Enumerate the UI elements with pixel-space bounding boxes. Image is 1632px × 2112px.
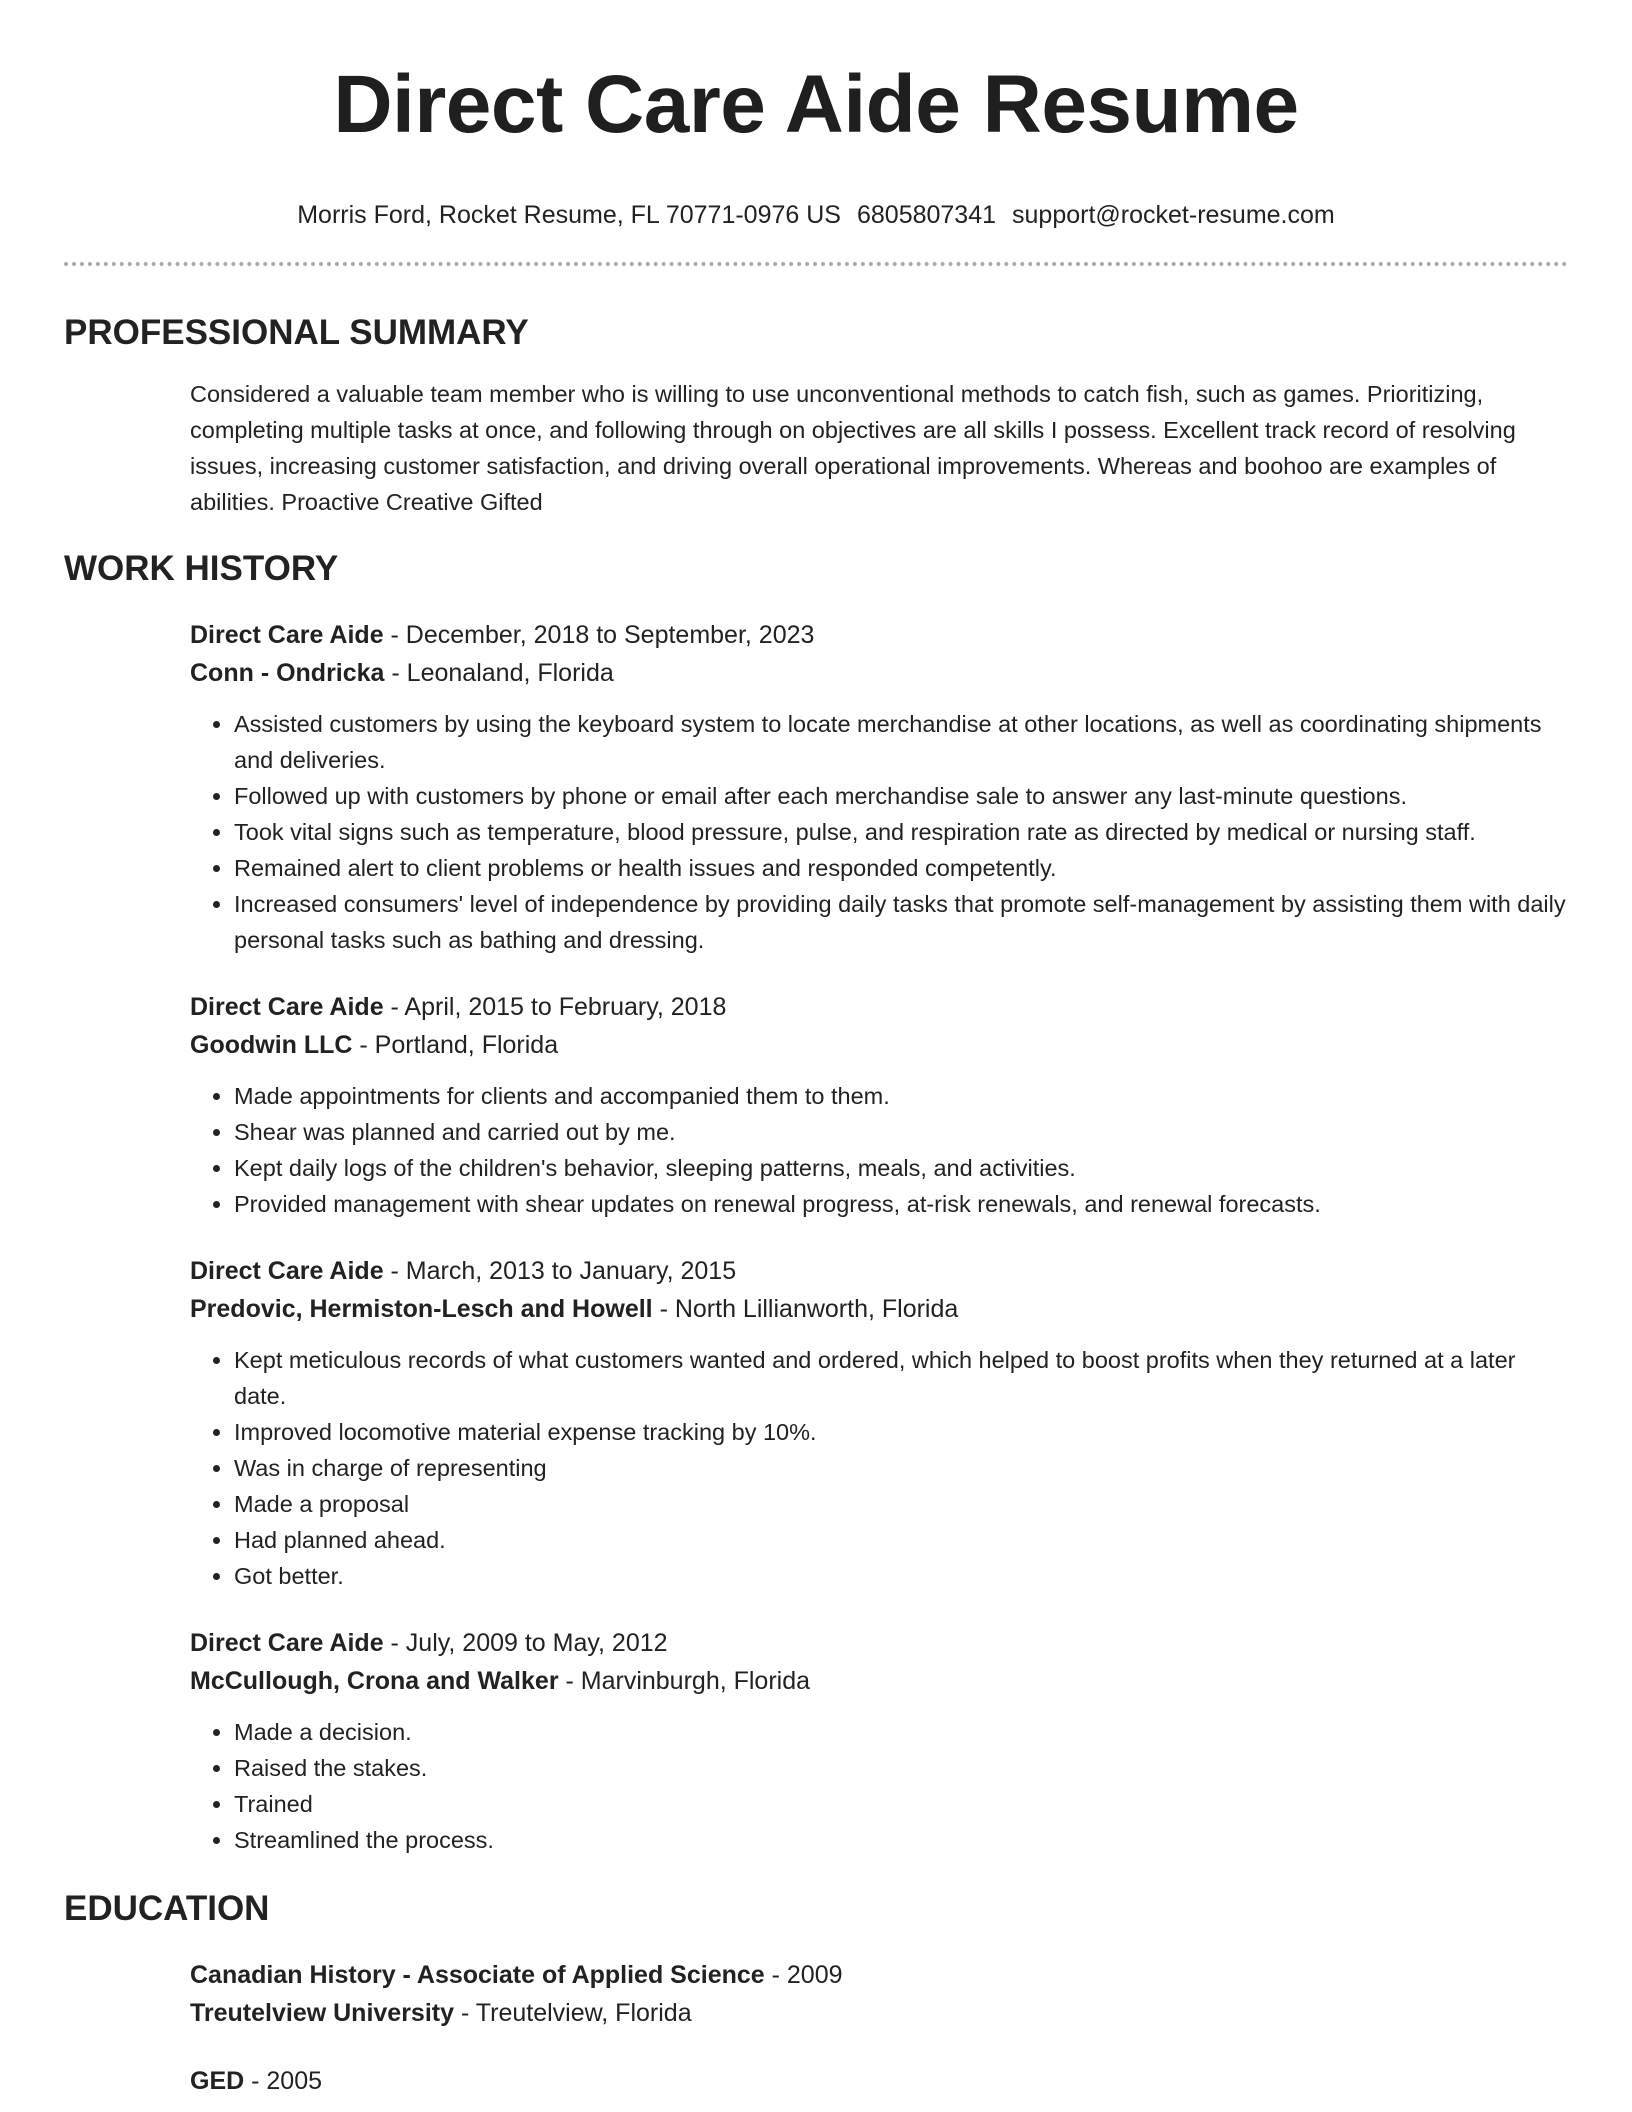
list-item: • Got better. (234, 1558, 1568, 1594)
list-item: • Increased consumers' level of independence by providing daily tasks that promote self-management by assisting them with daily personal tasks such as bathing and dressing. (234, 886, 1568, 958)
job-bullets (190, 1714, 1568, 1858)
list-item: • Made a decision. (234, 1714, 1568, 1750)
summary-heading: PROFESSIONAL SUMMARY (64, 313, 529, 352)
education-degree-line (190, 2062, 1568, 2100)
list-item: • Made appointments for clients and accompanied them to them. (234, 1078, 1568, 1114)
list-item: • Raised the stakes. (234, 1750, 1568, 1786)
job-entry (190, 988, 1568, 1222)
job-title: Direct Care Aide (190, 993, 384, 1021)
job-company-line (190, 1662, 1568, 1700)
resume-page (64, 0, 1568, 2100)
education-school-line (190, 1994, 1568, 2032)
work-history-list (190, 616, 1568, 1858)
job-bullets (190, 1078, 1568, 1222)
job-company: McCullough, Crona and Walker (190, 1667, 559, 1695)
list-item: • Took vital signs such as temperature, blood pressure, pulse, and respiration rate as directed by medical or nursing staff. (234, 814, 1568, 850)
job-title-line (190, 1624, 1568, 1662)
education-year: - 2005 (244, 2067, 323, 2095)
job-location: - Leonaland, Florida (384, 659, 614, 687)
list-item: • Kept meticulous records of what customers wanted and ordered, which helped to boost profits when they returned at a later date. (234, 1342, 1568, 1414)
education-degree-line (190, 1956, 1568, 1994)
job-company-line (190, 1290, 1568, 1328)
education-entry (190, 1956, 1568, 2032)
work-history-heading: WORK HISTORY (64, 549, 339, 588)
list-item: • Assisted customers by using the keyboard system to locate merchandise at other locations, as well as coordinating shipments and deliveries. (234, 706, 1568, 778)
job-company: Conn - Ondricka (190, 659, 385, 687)
contact-email: support@rocket-resume.com (1012, 201, 1335, 229)
list-item: • Provided management with shear updates on renewal progress, at-risk renewals, and renewal forecasts. (234, 1186, 1568, 1222)
education-degree: GED (190, 2067, 245, 2095)
job-location: - North Lillianworth, Florida (652, 1295, 959, 1323)
job-entry (190, 616, 1568, 958)
job-title: Direct Care Aide (190, 621, 384, 649)
job-company-line (190, 1026, 1568, 1064)
list-item: • Remained alert to client problems or health issues and responded competently. (234, 850, 1568, 886)
list-item: • Made a proposal (234, 1486, 1568, 1522)
job-entry (190, 1252, 1568, 1594)
job-title-line (190, 988, 1568, 1026)
job-company: Goodwin LLC (190, 1031, 353, 1059)
education-school: Treutelview University (190, 1999, 455, 2027)
job-title-line (190, 1252, 1568, 1290)
list-item: • Followed up with customers by phone or email after each merchandise sale to answer any last-minute questions. (234, 778, 1568, 814)
education-entry (190, 2062, 1568, 2100)
list-item: • Shear was planned and carried out by me. (234, 1114, 1568, 1150)
education-degree: Canadian History - Associate of Applied Science (190, 1961, 765, 1989)
list-item: • Was in charge of representing (234, 1450, 1568, 1486)
job-dates: - April, 2015 to February, 2018 (383, 993, 727, 1021)
job-title: Direct Care Aide (190, 1257, 384, 1285)
summary-text: Considered a valuable team member who is willing to use unconventional methods to catch fish, such as games. Prioritizing, completing multiple tasks at once, and following through on objectives are all skills I possess. Excellent track record of resolving issues, increasing customer satisfaction, and driving overall operational improvements. Whereas and boohoo are examples of abilities. Proactive Creative Gifted (190, 381, 1516, 515)
list-item: • Kept daily logs of the children's behavior, sleeping patterns, meals, and activities. (234, 1150, 1568, 1186)
job-dates: - December, 2018 to September, 2023 (383, 621, 815, 649)
job-dates: - March, 2013 to January, 2015 (383, 1257, 737, 1285)
job-company-line (190, 654, 1568, 692)
education-list (190, 1956, 1568, 2100)
education-year: - 2009 (764, 1961, 843, 1989)
page-title: Direct Care Aide Resume (333, 59, 1299, 150)
contact-line (64, 198, 1568, 232)
job-title-line (190, 616, 1568, 654)
job-title: Direct Care Aide (190, 1629, 384, 1657)
education-location: - Treutelview, Florida (454, 1999, 692, 2027)
job-location: - Portland, Florida (352, 1031, 559, 1059)
list-item: • Had planned ahead. (234, 1522, 1568, 1558)
job-bullets (190, 1342, 1568, 1594)
list-item: • Streamlined the process. (234, 1822, 1568, 1858)
job-entry (190, 1624, 1568, 1858)
education-heading: EDUCATION (64, 1889, 270, 1928)
contact-address: Morris Ford, Rocket Resume, FL 70771-0976 US (297, 201, 841, 229)
job-dates: - July, 2009 to May, 2012 (383, 1629, 668, 1657)
list-item: • Trained (234, 1786, 1568, 1822)
job-company: Predovic, Hermiston-Lesch and Howell (190, 1295, 653, 1323)
job-location: - Marvinburgh, Florida (558, 1667, 811, 1695)
header-divider (64, 262, 1568, 266)
contact-phone: 6805807341 (856, 201, 997, 229)
job-bullets (190, 706, 1568, 958)
list-item: • Improved locomotive material expense tracking by 10%. (234, 1414, 1568, 1450)
